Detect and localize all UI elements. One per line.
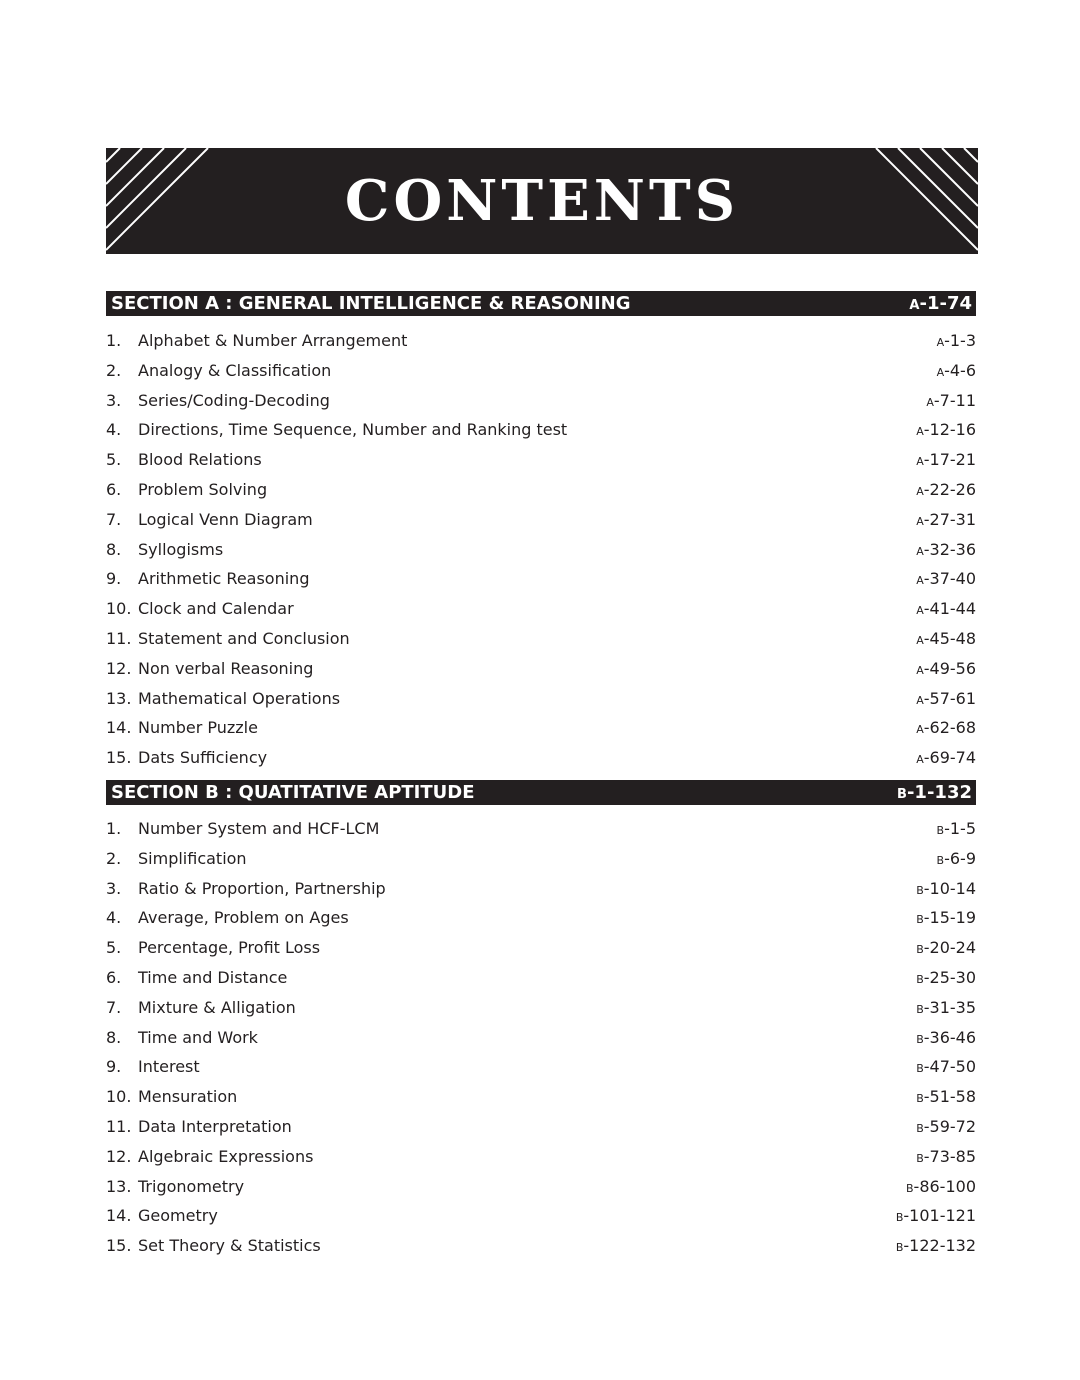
entry-pages: A-7-11 [926,390,976,410]
toc-entry [106,445,976,475]
entry-pages: A-45-48 [916,628,976,648]
entry-pages: A-1-3 [936,331,976,350]
toc-entry [106,356,976,386]
toc-entry [106,564,976,594]
entry-pages: B-86-100 [906,1176,976,1196]
toc-entry [106,326,976,356]
entry-number: 13. [106,688,132,708]
entry-pages: B-59-72 [916,1116,976,1136]
toc-entry [106,963,976,993]
entry-number: 4. [106,420,122,440]
section-title: SECTION B : QUATITATIVE APTITUDE [111,782,475,803]
toc-entry [106,993,976,1023]
entry-label: Set Theory & Statistics [138,1236,321,1256]
entry-label: Analogy & Classification [138,360,332,380]
entry-pages: B-122-132 [895,1236,976,1256]
entry-label: Interest [138,1057,200,1077]
toc-entry [106,1052,976,1082]
toc-entry [106,1231,976,1261]
entry-pages: B-31-35 [916,997,976,1017]
toc-entry [106,415,976,445]
toc-entry [106,684,976,714]
entry-pages: B-101-121 [895,1206,976,1226]
entry-number: 6. [106,967,122,987]
entry-pages: A-49-56 [916,658,976,678]
toc-entry [106,386,976,416]
entry-pages: A-32-36 [916,539,976,559]
toc-entry [106,535,976,565]
entry-pages: B-51-58 [916,1087,976,1107]
toc-entry [106,713,976,743]
entry-label: Mixture & Alligation [138,997,296,1017]
entry-number: 1. [106,819,122,838]
toc-entry [106,814,976,844]
entry-pages: B-1-5 [936,819,976,838]
section-range: B-1-132 [897,782,972,803]
entry-number: 10. [106,1087,132,1107]
entry-pages: A-57-61 [916,688,976,708]
entry-pages: A-62-68 [916,718,976,738]
entry-pages: A-41-44 [916,599,976,619]
entry-pages: B-36-46 [916,1027,976,1047]
toc-entry [106,594,976,624]
section-title: SECTION A : GENERAL INTELLIGENCE & REASONING [111,293,631,314]
entry-label: Number System and HCF-LCM [138,819,380,838]
entry-pages: A-4-6 [936,360,976,380]
toc-entry [106,1201,976,1231]
section-range: A-1-74 [909,293,972,314]
entry-label: Logical Venn Diagram [138,509,313,529]
entry-pages: A-17-21 [916,450,976,470]
entry-label: Problem Solving [138,479,268,499]
entry-pages: B-73-85 [916,1146,976,1166]
entry-pages: B-47-50 [916,1057,976,1077]
entry-label: Dats Sufficiency [138,748,268,768]
entry-pages: A-37-40 [916,569,976,589]
entry-number: 15. [106,1236,132,1256]
toc-entry [106,1023,976,1053]
section-a-header [106,291,976,316]
toc-entry [106,933,976,963]
section-b-header [106,780,976,805]
entry-pages: B-6-9 [936,848,976,868]
entry-number: 2. [106,848,122,868]
toc-entry [106,743,976,773]
entry-number: 9. [106,1057,122,1077]
entry-label: Statement and Conclusion [138,628,350,648]
entry-number: 2. [106,360,122,380]
toc-entry [106,1112,976,1142]
toc-entry [106,505,976,535]
entry-label: Average, Problem on Ages [138,908,349,928]
entry-label: Mensuration [138,1087,238,1107]
entry-number: 14. [106,718,132,738]
toc-entry [106,1082,976,1112]
toc-entry [106,1142,976,1172]
entry-number: 7. [106,997,122,1017]
toc-entry [106,903,976,933]
entry-label: Syllogisms [138,539,224,559]
entry-label: Directions, Time Sequence, Number and Ranking test [138,420,568,440]
entry-pages: B-25-30 [916,967,976,987]
entry-number: 5. [106,938,122,958]
entry-pages: B-20-24 [916,938,976,958]
entry-pages: A-27-31 [916,509,976,529]
entry-number: 8. [106,539,122,559]
entry-number: 15. [106,748,132,768]
entry-number: 6. [106,479,122,499]
entry-label: Alphabet & Number Arrangement [138,331,408,350]
entry-number: 9. [106,569,122,589]
entry-number: 3. [106,390,122,410]
entry-label: Blood Relations [138,450,262,470]
entry-label: Algebraic Expressions [138,1146,314,1166]
entry-number: 7. [106,509,122,529]
entry-number: 12. [106,658,132,678]
entry-number: 3. [106,878,122,898]
entry-label: Time and Distance [138,967,288,987]
toc-entry [106,874,976,904]
toc-entry [106,654,976,684]
entry-pages: A-69-74 [916,748,976,768]
entry-number: 13. [106,1176,132,1196]
entry-label: Series/Coding-Decoding [138,390,330,410]
toc-entry [106,624,976,654]
entry-label: Ratio & Proportion, Partnership [138,878,386,898]
entry-number: 1. [106,331,122,350]
entry-label: Clock and Calendar [138,599,294,619]
entry-label: Percentage, Profit Loss [138,938,321,958]
entry-label: Number Puzzle [138,718,258,738]
toc-entry [106,1172,976,1202]
entry-label: Trigonometry [138,1176,245,1196]
section-a-entries [106,326,976,773]
entry-label: Mathematical Operations [138,688,341,708]
entry-number: 12. [106,1146,132,1166]
entry-pages: B-15-19 [916,908,976,928]
section-b-entries [106,814,976,1261]
entry-pages: B-10-14 [916,878,976,898]
toc-entry [106,844,976,874]
entry-number: 10. [106,599,132,619]
entry-number: 4. [106,908,122,928]
entry-number: 14. [106,1206,132,1226]
entry-label: Time and Work [138,1027,258,1047]
entry-number: 11. [106,1116,132,1136]
entry-number: 5. [106,450,122,470]
entry-label: Data Interpretation [138,1116,292,1136]
entry-label: Geometry [138,1206,218,1226]
entry-label: Non verbal Reasoning [138,658,314,678]
page-title: CONTENTS [344,168,740,234]
entry-pages: A-22-26 [916,479,976,499]
entry-label: Arithmetic Reasoning [138,569,310,589]
toc-entry [106,475,976,505]
contents-banner [106,148,978,254]
entry-pages: A-12-16 [916,420,976,440]
entry-number: 8. [106,1027,122,1047]
entry-label: Simplification [138,848,247,868]
entry-number: 11. [106,628,132,648]
